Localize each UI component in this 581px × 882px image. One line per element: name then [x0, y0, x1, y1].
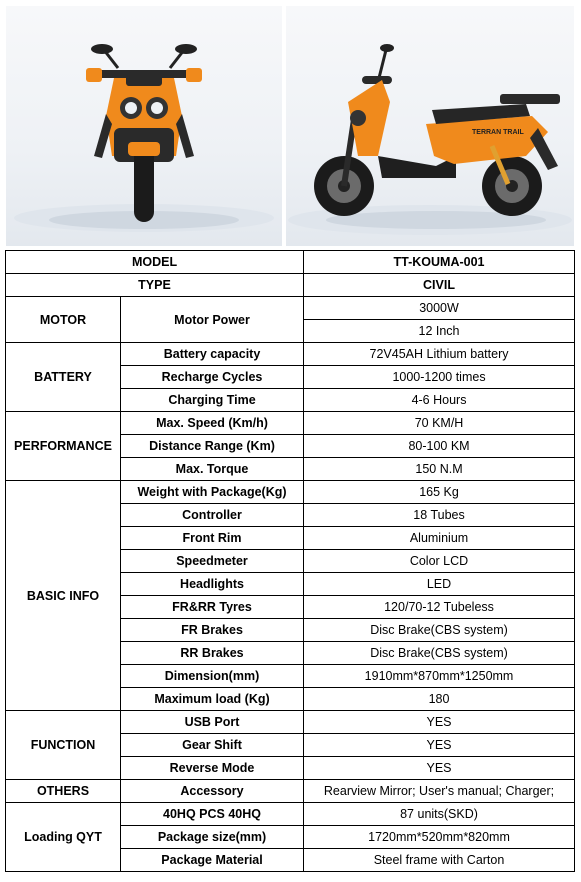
spec-label: USB Port	[121, 711, 304, 734]
spec-label: Distance Range (Km)	[121, 435, 304, 458]
scooter-front-illustration	[6, 6, 282, 246]
spec-label: Max. Speed (Km/h)	[121, 412, 304, 435]
spec-value: 180	[304, 688, 575, 711]
spec-label: Weight with Package(Kg)	[121, 481, 304, 504]
scooter-front-photo	[6, 6, 282, 246]
spec-label: Gear Shift	[121, 734, 304, 757]
spec-label: Accessory	[121, 780, 304, 803]
loading-group-label: Loading QYT	[6, 803, 121, 872]
type-label: TYPE	[6, 274, 304, 297]
type-value: CIVIL	[304, 274, 575, 297]
spec-value: Color LCD	[304, 550, 575, 573]
spec-label: Battery capacity	[121, 343, 304, 366]
spec-value: 4-6 Hours	[304, 389, 575, 412]
table-row	[6, 297, 575, 320]
spec-value: 70 KM/H	[304, 412, 575, 435]
spec-label: Package size(mm)	[121, 826, 304, 849]
spec-label: Dimension(mm)	[121, 665, 304, 688]
spec-label: Speedmeter	[121, 550, 304, 573]
spec-value: 165 Kg	[304, 481, 575, 504]
scooter-side-illustration	[286, 6, 574, 246]
table-row	[6, 780, 575, 803]
model-label: MODEL	[6, 251, 304, 274]
table-row	[6, 343, 575, 366]
scooter-side-photo	[286, 6, 574, 246]
spec-label: RR Brakes	[121, 642, 304, 665]
spec-value: YES	[304, 711, 575, 734]
spec-label: Charging Time	[121, 389, 304, 412]
spec-label: Recharge Cycles	[121, 366, 304, 389]
table-row	[6, 803, 575, 826]
table-row	[6, 251, 575, 274]
spec-value: YES	[304, 757, 575, 780]
spec-label: 40HQ PCS 40HQ	[121, 803, 304, 826]
spec-value: 18 Tubes	[304, 504, 575, 527]
spec-label: Headlights	[121, 573, 304, 596]
spec-label: Reverse Mode	[121, 757, 304, 780]
spec-value: 1910mm*870mm*1250mm	[304, 665, 575, 688]
brand-decal: TERRAN TRAIL	[472, 129, 524, 136]
others-group-label: OTHERS	[6, 780, 121, 803]
spec-value: 72V45AH Lithium battery	[304, 343, 575, 366]
table-row	[6, 481, 575, 504]
spec-value: 87 units(SKD)	[304, 803, 575, 826]
motor-power-value: 3000W	[304, 297, 575, 320]
battery-group-label: BATTERY	[6, 343, 121, 412]
spec-label: Maximum load (Kg)	[121, 688, 304, 711]
function-group-label: FUNCTION	[6, 711, 121, 780]
performance-group-label: PERFORMANCE	[6, 412, 121, 481]
model-value: TT-KOUMA-001	[304, 251, 575, 274]
motor-size-value: 12 Inch	[304, 320, 575, 343]
spec-label: Max. Torque	[121, 458, 304, 481]
spec-value: YES	[304, 734, 575, 757]
motor-power-label: Motor Power	[121, 297, 304, 343]
spec-label: FR Brakes	[121, 619, 304, 642]
spec-value: LED	[304, 573, 575, 596]
spec-value: 1720mm*520mm*820mm	[304, 826, 575, 849]
motor-group-label: MOTOR	[6, 297, 121, 343]
spec-value: Disc Brake(CBS system)	[304, 642, 575, 665]
spec-value: Steel frame with Carton	[304, 849, 575, 872]
spec-value: Aluminium	[304, 527, 575, 550]
spec-label: Package Material	[121, 849, 304, 872]
spec-value: 120/70-12 Tubeless	[304, 596, 575, 619]
table-row	[6, 711, 575, 734]
basic-info-group-label: BASIC INFO	[6, 481, 121, 711]
spec-table	[5, 250, 575, 872]
table-row	[6, 412, 575, 435]
spec-value: Disc Brake(CBS system)	[304, 619, 575, 642]
spec-label: Front Rim	[121, 527, 304, 550]
spec-label: Controller	[121, 504, 304, 527]
spec-value: 1000-1200 times	[304, 366, 575, 389]
product-photos	[6, 6, 574, 246]
spec-label: FR&RR Tyres	[121, 596, 304, 619]
spec-value: 150 N.M	[304, 458, 575, 481]
spec-value: 80-100 KM	[304, 435, 575, 458]
spec-value: Rearview Mirror; User's manual; Charger;	[304, 780, 575, 803]
table-row	[6, 274, 575, 297]
